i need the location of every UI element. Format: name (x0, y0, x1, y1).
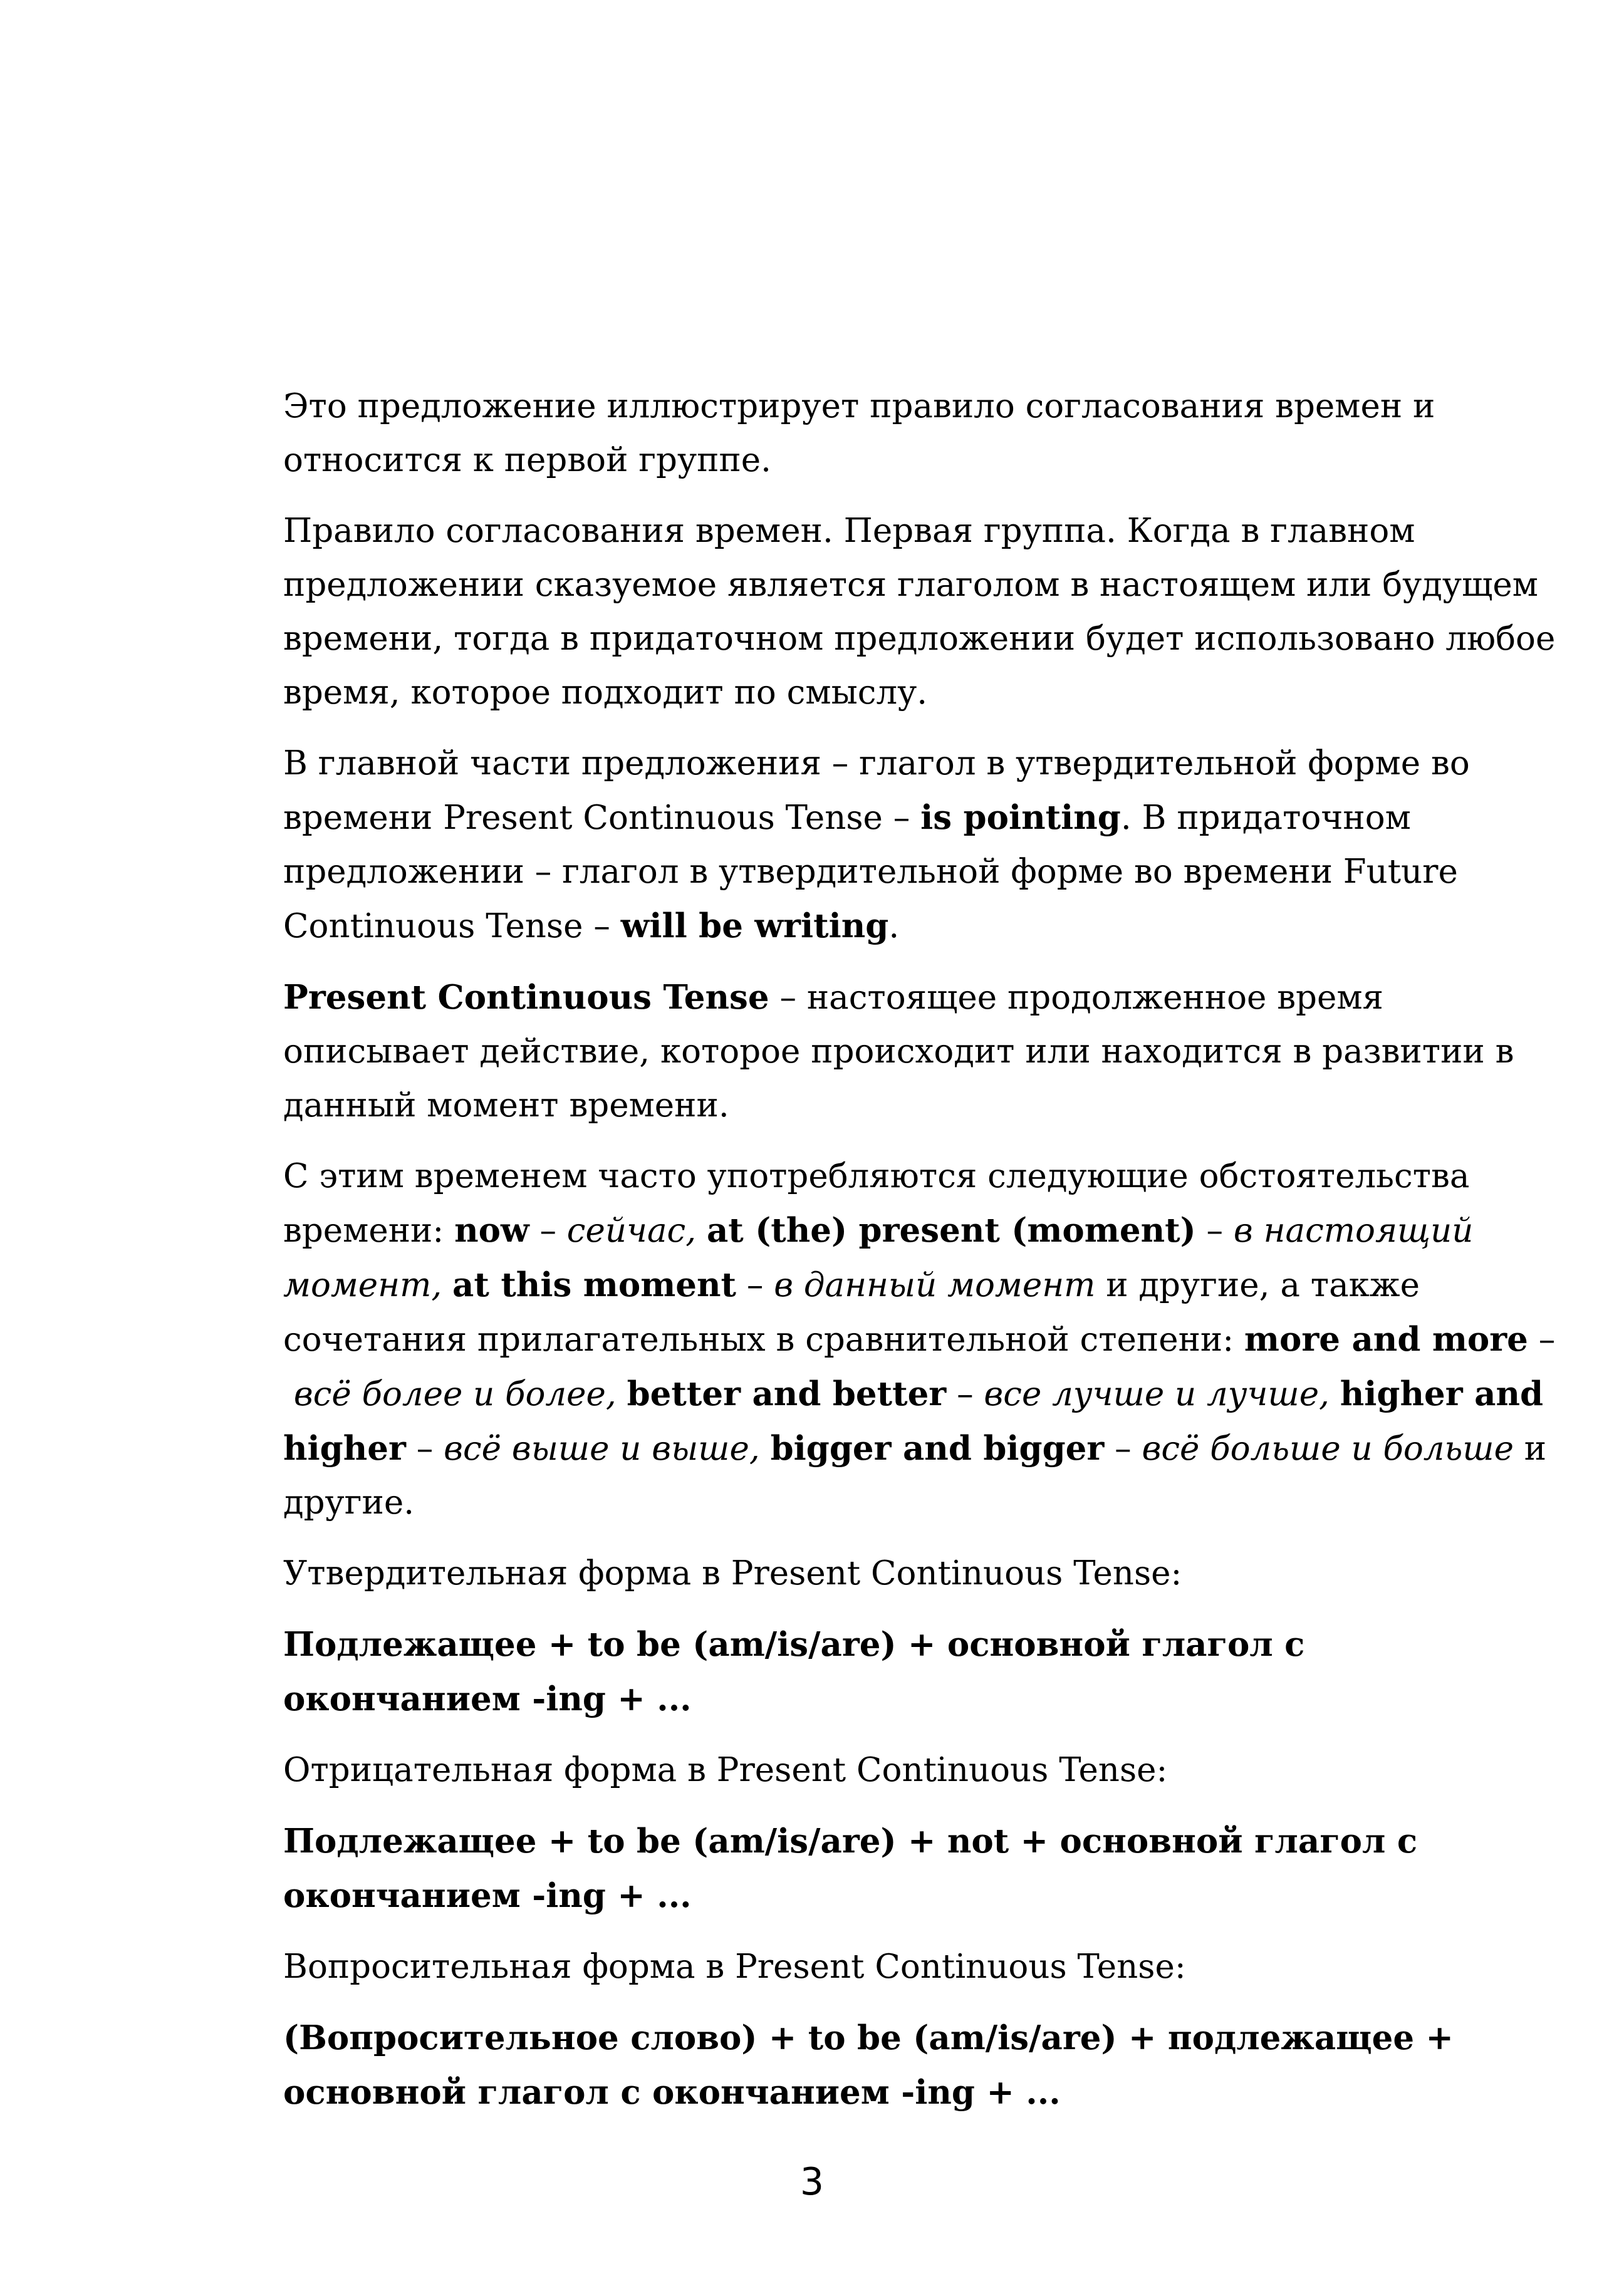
text-segment: – настоящее продолженное время (769, 979, 1383, 1017)
text-segment: относится к первой группе. (283, 441, 772, 479)
text-segment: всё выше и выше, (444, 1430, 760, 1468)
text-segment: Отрицательная форма в Present Continuous Tense: (283, 1751, 1168, 1789)
text-segment: предложении сказуемое является глаголом в настоящем или будущем (283, 566, 1538, 604)
text-segment (760, 1430, 771, 1468)
text-line (283, 1672, 1377, 1727)
paragraph (283, 737, 1470, 953)
text-segment: – (736, 1266, 774, 1304)
text-segment: – (405, 1430, 444, 1468)
text-line (283, 791, 1411, 845)
text-segment: предложении – глагол в утвердительной форме во времени Future (283, 853, 1458, 891)
text-segment: всё больше и больше (1142, 1430, 1514, 1468)
text-segment: сочетания прилагательных в сравнительной степени: (283, 1321, 1244, 1359)
paragraph (283, 2011, 1454, 2120)
text-segment: . (888, 907, 900, 945)
text-segment: С этим временем часто употребляются следующие обстоятельства (283, 1157, 1470, 1195)
paragraph (283, 1743, 1377, 1797)
text-line (283, 1258, 1420, 1312)
text-segment: higher (283, 1429, 406, 1468)
paragraph (283, 1547, 1377, 1601)
text-segment: всё более и более, (293, 1375, 617, 1413)
text-segment: времени Present Continuous Tense – (283, 799, 921, 837)
text-line (283, 1203, 1474, 1258)
text-line (283, 1150, 1470, 1203)
text-line (283, 1618, 1377, 1672)
text-segment: основной глагол с окончанием -ing + ... (283, 2073, 1061, 2112)
text-segment: Правило согласования времен. Первая группа. Когда в главном (283, 512, 1415, 550)
text-line (283, 1025, 1514, 1079)
text-line (283, 1476, 1377, 1530)
text-segment (1330, 1375, 1340, 1413)
text-segment: и другие, а также (1095, 1266, 1420, 1304)
text-segment: в настоящий (1233, 1212, 1474, 1250)
text-segment: Подлежащее + to be (am/is/are) + not + основной глагол с (283, 1822, 1418, 1861)
text-segment: В главной части предложения – глагол в утвердительной форме во (283, 744, 1470, 782)
text-line (283, 612, 1556, 666)
text-segment: bigger and bigger (770, 1429, 1105, 1468)
text-segment: Present Continuous Tense (283, 978, 769, 1017)
text-segment: времени, тогда в придаточном предложении будет использовано любое (283, 620, 1556, 658)
text-line (283, 1743, 1377, 1797)
paragraph (283, 380, 1435, 487)
text-segment: (Вопросительное слово) + to be (am/is/are) + подлежащее + (283, 2018, 1454, 2057)
paragraph (283, 1618, 1377, 1727)
text-segment: описывает действие, которое происходит или находится в развитии в (283, 1032, 1514, 1071)
text-segment: now (454, 1211, 529, 1250)
text-segment (442, 1266, 452, 1304)
text-segment: will be writing (620, 906, 889, 945)
text-segment: is pointing (920, 798, 1121, 837)
text-segment: момент, (283, 1266, 442, 1304)
text-line (283, 2065, 1377, 2120)
text-line (283, 504, 1415, 558)
paragraph (283, 504, 1556, 720)
text-line (283, 434, 1377, 487)
text-segment: Вопросительная форма в Present Continuous Tense: (283, 1948, 1186, 1986)
text-segment: more and more (1244, 1320, 1528, 1359)
text-segment: at (the) present (moment) (706, 1211, 1196, 1250)
page-number: 3 (799, 2160, 825, 2204)
text-segment: – (1195, 1212, 1234, 1250)
paragraph (283, 970, 1514, 1133)
text-line (283, 380, 1435, 434)
text-segment: – (1528, 1321, 1556, 1359)
text-segment: другие. (283, 1483, 415, 1522)
text-line (283, 737, 1470, 791)
text-segment (283, 1375, 294, 1413)
text-segment (617, 1375, 627, 1413)
text-line (283, 845, 1458, 899)
text-segment: время, которое подходит по смыслу. (283, 673, 928, 712)
text-segment: Подлежащее + to be (am/is/are) + основной глагол с (283, 1625, 1305, 1664)
text-segment: окончанием -ing + ... (283, 1876, 692, 1915)
text-segment: at this moment (452, 1265, 737, 1304)
text-line (283, 2011, 1454, 2065)
text-line (283, 666, 1377, 720)
text-segment: сейчас, (566, 1212, 697, 1250)
text-segment: better and better (627, 1374, 947, 1413)
document-body (283, 380, 1556, 2137)
text-segment: – (946, 1375, 984, 1413)
text-segment (696, 1212, 707, 1250)
text-segment: окончанием -ing + ... (283, 1680, 692, 1718)
text-line (283, 558, 1538, 612)
paragraph (283, 1814, 1418, 1923)
text-segment: . В придаточном (1120, 799, 1411, 837)
text-line (283, 1814, 1418, 1869)
text-segment: – (529, 1212, 567, 1250)
text-line (283, 1367, 1544, 1421)
text-segment: Это предложение иллюстрирует правило согласования времен и (283, 387, 1435, 425)
text-segment: и (1513, 1430, 1547, 1468)
text-line (283, 899, 1377, 953)
paragraph (283, 1150, 1556, 1530)
text-segment: времени: (283, 1212, 455, 1250)
text-line (283, 1421, 1547, 1476)
text-segment: данный момент времени. (283, 1086, 729, 1125)
text-line (283, 1547, 1377, 1601)
text-line (283, 1312, 1556, 1367)
text-segment: higher and (1340, 1374, 1544, 1413)
text-line (283, 970, 1383, 1025)
text-segment: Continuous Tense – (283, 907, 621, 945)
text-line (283, 1940, 1377, 1994)
text-line (283, 1079, 1377, 1133)
text-segment: – (1104, 1430, 1142, 1468)
text-segment: все лучше и лучше, (984, 1375, 1330, 1413)
text-segment: Утвердительная форма в Present Continuous Tense: (283, 1554, 1182, 1592)
paragraph (283, 1940, 1377, 1994)
text-line (283, 1869, 1377, 1923)
text-segment: в данный момент (774, 1266, 1096, 1304)
